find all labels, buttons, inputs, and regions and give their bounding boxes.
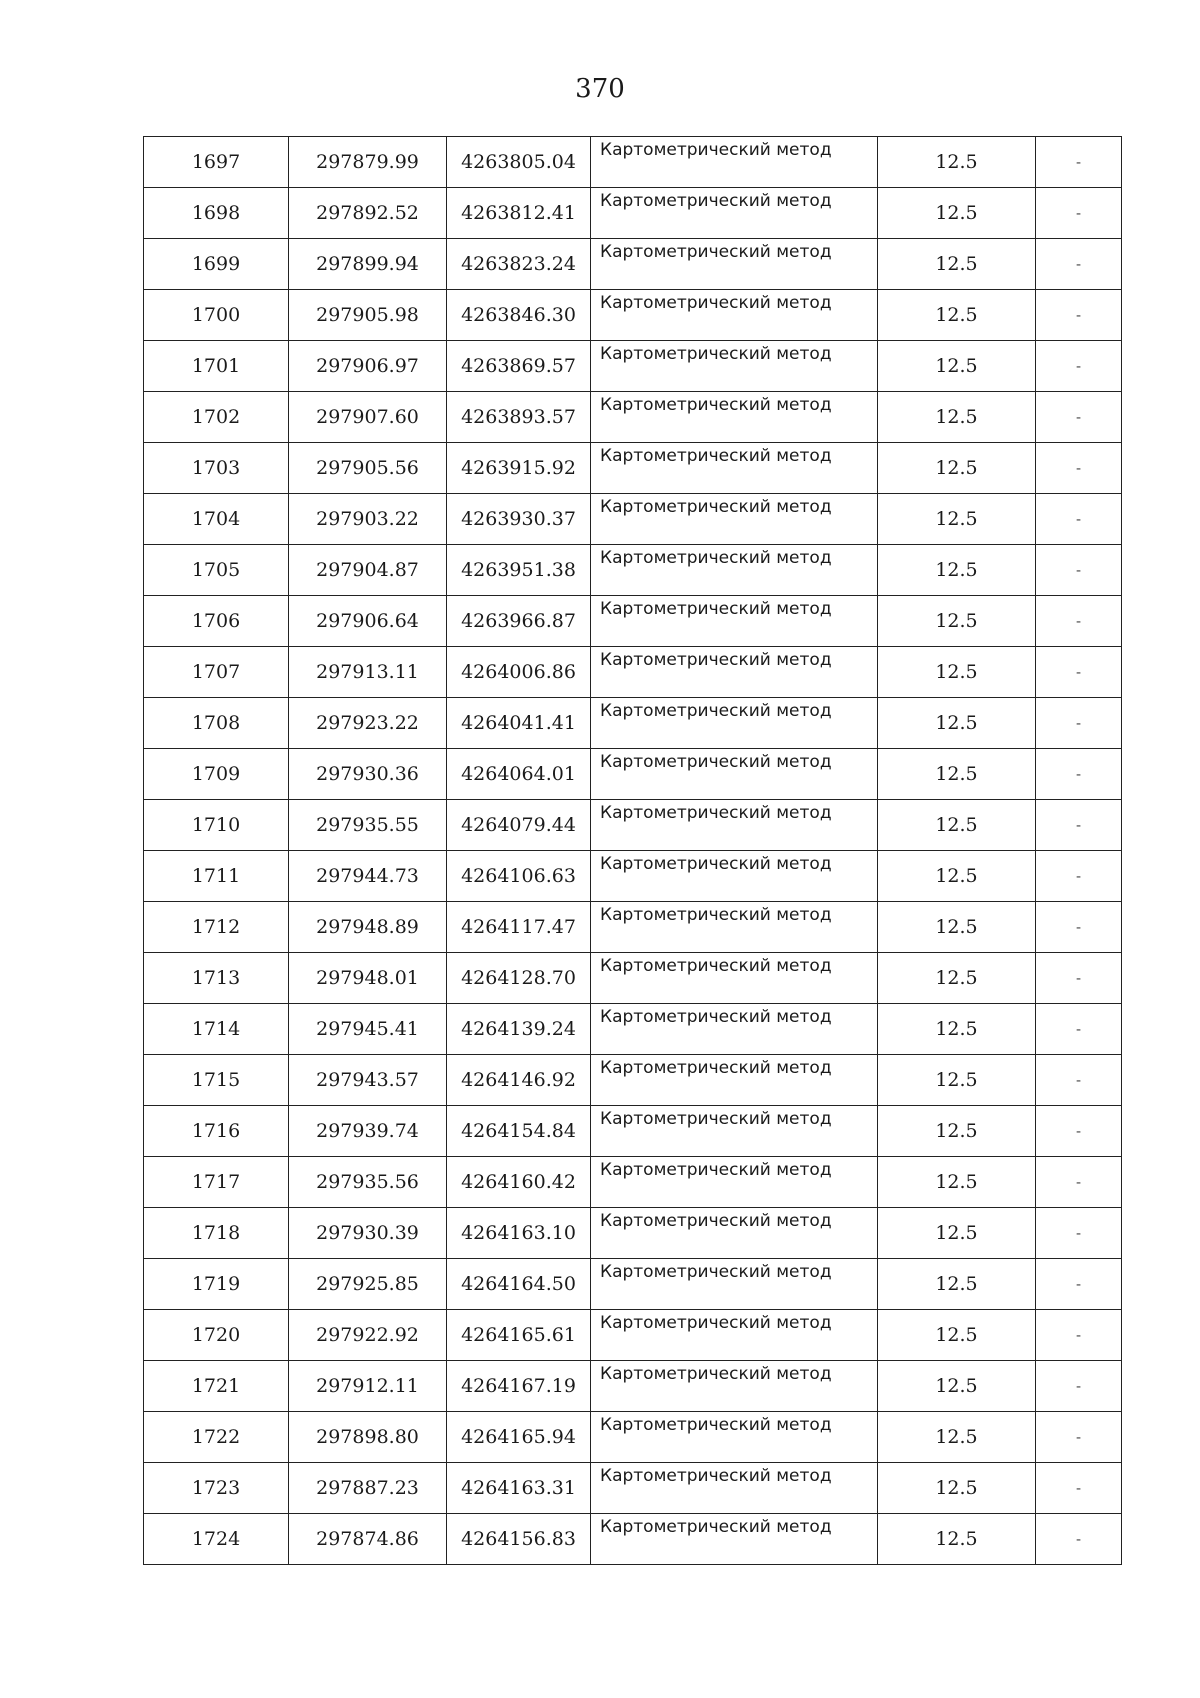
table-row: [144, 851, 1122, 902]
note-cell: -: [1036, 494, 1122, 545]
note-cell: -: [1036, 1106, 1122, 1157]
precision-cell: 12.5: [878, 341, 1036, 392]
precision-cell: 12.5: [878, 494, 1036, 545]
precision-cell: 12.5: [878, 1310, 1036, 1361]
method-cell: Картометрический метод: [591, 443, 878, 494]
y-coordinate-cell: 4264154.84: [447, 1106, 591, 1157]
point-number-cell: 1697: [144, 137, 289, 188]
note-cell: -: [1036, 545, 1122, 596]
point-number-cell: 1702: [144, 392, 289, 443]
method-cell: Картометрический метод: [591, 851, 878, 902]
precision-cell: 12.5: [878, 749, 1036, 800]
table-row: [144, 1361, 1122, 1412]
x-coordinate-cell: 297935.55: [289, 800, 447, 851]
note-cell: -: [1036, 749, 1122, 800]
table-row: [144, 1055, 1122, 1106]
y-coordinate-cell: 4264064.01: [447, 749, 591, 800]
y-coordinate-cell: 4264156.83: [447, 1514, 591, 1565]
table-row: [144, 494, 1122, 545]
table-row: [144, 902, 1122, 953]
y-coordinate-cell: 4264165.61: [447, 1310, 591, 1361]
point-number-cell: 1722: [144, 1412, 289, 1463]
table-row: [144, 1004, 1122, 1055]
precision-cell: 12.5: [878, 545, 1036, 596]
coordinates-table: [143, 136, 1122, 1565]
method-cell: Картометрический метод: [591, 545, 878, 596]
method-cell: Картометрический метод: [591, 902, 878, 953]
note-cell: -: [1036, 1055, 1122, 1106]
table-body: [144, 137, 1122, 1565]
precision-cell: 12.5: [878, 902, 1036, 953]
table-row: [144, 647, 1122, 698]
point-number-cell: 1711: [144, 851, 289, 902]
method-cell: Картометрический метод: [591, 341, 878, 392]
method-cell: Картометрический метод: [591, 953, 878, 1004]
x-coordinate-cell: 297898.80: [289, 1412, 447, 1463]
point-number-cell: 1713: [144, 953, 289, 1004]
method-cell: Картометрический метод: [591, 1259, 878, 1310]
note-cell: -: [1036, 290, 1122, 341]
y-coordinate-cell: 4264006.86: [447, 647, 591, 698]
method-cell: Картометрический метод: [591, 1208, 878, 1259]
note-cell: -: [1036, 239, 1122, 290]
point-number-cell: 1721: [144, 1361, 289, 1412]
point-number-cell: 1718: [144, 1208, 289, 1259]
precision-cell: 12.5: [878, 239, 1036, 290]
table-row: [144, 1310, 1122, 1361]
method-cell: Картометрический метод: [591, 596, 878, 647]
x-coordinate-cell: 297907.60: [289, 392, 447, 443]
x-coordinate-cell: 297939.74: [289, 1106, 447, 1157]
precision-cell: 12.5: [878, 1514, 1036, 1565]
y-coordinate-cell: 4264128.70: [447, 953, 591, 1004]
precision-cell: 12.5: [878, 1055, 1036, 1106]
x-coordinate-cell: 297945.41: [289, 1004, 447, 1055]
note-cell: -: [1036, 1157, 1122, 1208]
method-cell: Картометрический метод: [591, 290, 878, 341]
note-cell: -: [1036, 851, 1122, 902]
x-coordinate-cell: 297903.22: [289, 494, 447, 545]
table-row: [144, 137, 1122, 188]
point-number-cell: 1715: [144, 1055, 289, 1106]
x-coordinate-cell: 297943.57: [289, 1055, 447, 1106]
x-coordinate-cell: 297913.11: [289, 647, 447, 698]
x-coordinate-cell: 297905.98: [289, 290, 447, 341]
y-coordinate-cell: 4264163.31: [447, 1463, 591, 1514]
table-row: [144, 800, 1122, 851]
y-coordinate-cell: 4264164.50: [447, 1259, 591, 1310]
precision-cell: 12.5: [878, 800, 1036, 851]
x-coordinate-cell: 297922.92: [289, 1310, 447, 1361]
method-cell: Картометрический метод: [591, 1412, 878, 1463]
x-coordinate-cell: 297892.52: [289, 188, 447, 239]
x-coordinate-cell: 297874.86: [289, 1514, 447, 1565]
point-number-cell: 1704: [144, 494, 289, 545]
method-cell: Картометрический метод: [591, 239, 878, 290]
method-cell: Картометрический метод: [591, 800, 878, 851]
y-coordinate-cell: 4264160.42: [447, 1157, 591, 1208]
note-cell: -: [1036, 392, 1122, 443]
y-coordinate-cell: 4264167.19: [447, 1361, 591, 1412]
note-cell: -: [1036, 1004, 1122, 1055]
y-coordinate-cell: 4263966.87: [447, 596, 591, 647]
y-coordinate-cell: 4263893.57: [447, 392, 591, 443]
y-coordinate-cell: 4263812.41: [447, 188, 591, 239]
precision-cell: 12.5: [878, 290, 1036, 341]
note-cell: -: [1036, 698, 1122, 749]
point-number-cell: 1716: [144, 1106, 289, 1157]
precision-cell: 12.5: [878, 137, 1036, 188]
y-coordinate-cell: 4263869.57: [447, 341, 591, 392]
precision-cell: 12.5: [878, 443, 1036, 494]
x-coordinate-cell: 297906.97: [289, 341, 447, 392]
x-coordinate-cell: 297904.87: [289, 545, 447, 596]
y-coordinate-cell: 4264146.92: [447, 1055, 591, 1106]
precision-cell: 12.5: [878, 953, 1036, 1004]
x-coordinate-cell: 297905.56: [289, 443, 447, 494]
point-number-cell: 1708: [144, 698, 289, 749]
y-coordinate-cell: 4263951.38: [447, 545, 591, 596]
table-row: [144, 443, 1122, 494]
x-coordinate-cell: 297948.01: [289, 953, 447, 1004]
table-row: [144, 953, 1122, 1004]
y-coordinate-cell: 4264041.41: [447, 698, 591, 749]
point-number-cell: 1720: [144, 1310, 289, 1361]
method-cell: Картометрический метод: [591, 137, 878, 188]
method-cell: Картометрический метод: [591, 188, 878, 239]
y-coordinate-cell: 4263846.30: [447, 290, 591, 341]
table-row: [144, 290, 1122, 341]
y-coordinate-cell: 4264163.10: [447, 1208, 591, 1259]
table-row: [144, 341, 1122, 392]
method-cell: Картометрический метод: [591, 698, 878, 749]
x-coordinate-cell: 297912.11: [289, 1361, 447, 1412]
method-cell: Картометрический метод: [591, 749, 878, 800]
table-row: [144, 545, 1122, 596]
note-cell: -: [1036, 596, 1122, 647]
precision-cell: 12.5: [878, 1361, 1036, 1412]
note-cell: -: [1036, 1310, 1122, 1361]
table-row: [144, 1463, 1122, 1514]
point-number-cell: 1698: [144, 188, 289, 239]
point-number-cell: 1712: [144, 902, 289, 953]
method-cell: Картометрический метод: [591, 1157, 878, 1208]
note-cell: -: [1036, 188, 1122, 239]
method-cell: Картометрический метод: [591, 1055, 878, 1106]
point-number-cell: 1717: [144, 1157, 289, 1208]
table-row: [144, 1259, 1122, 1310]
method-cell: Картометрический метод: [591, 1463, 878, 1514]
table-row: [144, 596, 1122, 647]
point-number-cell: 1701: [144, 341, 289, 392]
precision-cell: 12.5: [878, 1004, 1036, 1055]
x-coordinate-cell: 297948.89: [289, 902, 447, 953]
x-coordinate-cell: 297899.94: [289, 239, 447, 290]
y-coordinate-cell: 4264106.63: [447, 851, 591, 902]
method-cell: Картометрический метод: [591, 494, 878, 545]
method-cell: Картометрический метод: [591, 1310, 878, 1361]
precision-cell: 12.5: [878, 1208, 1036, 1259]
table-row: [144, 188, 1122, 239]
x-coordinate-cell: 297930.36: [289, 749, 447, 800]
note-cell: -: [1036, 1514, 1122, 1565]
point-number-cell: 1724: [144, 1514, 289, 1565]
table-row: [144, 698, 1122, 749]
point-number-cell: 1709: [144, 749, 289, 800]
note-cell: -: [1036, 341, 1122, 392]
note-cell: -: [1036, 902, 1122, 953]
y-coordinate-cell: 4264165.94: [447, 1412, 591, 1463]
y-coordinate-cell: 4264139.24: [447, 1004, 591, 1055]
x-coordinate-cell: 297930.39: [289, 1208, 447, 1259]
note-cell: -: [1036, 1412, 1122, 1463]
precision-cell: 12.5: [878, 1106, 1036, 1157]
precision-cell: 12.5: [878, 1463, 1036, 1514]
y-coordinate-cell: 4264117.47: [447, 902, 591, 953]
table-row: [144, 1208, 1122, 1259]
precision-cell: 12.5: [878, 1412, 1036, 1463]
note-cell: -: [1036, 137, 1122, 188]
precision-cell: 12.5: [878, 596, 1036, 647]
precision-cell: 12.5: [878, 647, 1036, 698]
y-coordinate-cell: 4264079.44: [447, 800, 591, 851]
note-cell: -: [1036, 953, 1122, 1004]
x-coordinate-cell: 297935.56: [289, 1157, 447, 1208]
x-coordinate-cell: 297879.99: [289, 137, 447, 188]
note-cell: -: [1036, 443, 1122, 494]
point-number-cell: 1705: [144, 545, 289, 596]
table-row: [144, 1106, 1122, 1157]
method-cell: Картометрический метод: [591, 1004, 878, 1055]
y-coordinate-cell: 4263930.37: [447, 494, 591, 545]
x-coordinate-cell: 297925.85: [289, 1259, 447, 1310]
method-cell: Картометрический метод: [591, 1106, 878, 1157]
table-row: [144, 1412, 1122, 1463]
y-coordinate-cell: 4263805.04: [447, 137, 591, 188]
point-number-cell: 1719: [144, 1259, 289, 1310]
point-number-cell: 1723: [144, 1463, 289, 1514]
method-cell: Картометрический метод: [591, 392, 878, 443]
precision-cell: 12.5: [878, 851, 1036, 902]
x-coordinate-cell: 297887.23: [289, 1463, 447, 1514]
point-number-cell: 1707: [144, 647, 289, 698]
point-number-cell: 1706: [144, 596, 289, 647]
table-row: [144, 392, 1122, 443]
precision-cell: 12.5: [878, 188, 1036, 239]
point-number-cell: 1703: [144, 443, 289, 494]
x-coordinate-cell: 297944.73: [289, 851, 447, 902]
table-row: [144, 1514, 1122, 1565]
y-coordinate-cell: 4263915.92: [447, 443, 591, 494]
point-number-cell: 1714: [144, 1004, 289, 1055]
point-number-cell: 1710: [144, 800, 289, 851]
note-cell: -: [1036, 647, 1122, 698]
note-cell: -: [1036, 800, 1122, 851]
note-cell: -: [1036, 1208, 1122, 1259]
method-cell: Картометрический метод: [591, 647, 878, 698]
point-number-cell: 1699: [144, 239, 289, 290]
x-coordinate-cell: 297923.22: [289, 698, 447, 749]
precision-cell: 12.5: [878, 698, 1036, 749]
method-cell: Картометрический метод: [591, 1514, 878, 1565]
precision-cell: 12.5: [878, 392, 1036, 443]
precision-cell: 12.5: [878, 1157, 1036, 1208]
note-cell: -: [1036, 1361, 1122, 1412]
y-coordinate-cell: 4263823.24: [447, 239, 591, 290]
table-row: [144, 749, 1122, 800]
table-row: [144, 239, 1122, 290]
page-number: 370: [575, 74, 625, 104]
precision-cell: 12.5: [878, 1259, 1036, 1310]
point-number-cell: 1700: [144, 290, 289, 341]
method-cell: Картометрический метод: [591, 1361, 878, 1412]
note-cell: -: [1036, 1259, 1122, 1310]
table-row: [144, 1157, 1122, 1208]
x-coordinate-cell: 297906.64: [289, 596, 447, 647]
note-cell: -: [1036, 1463, 1122, 1514]
